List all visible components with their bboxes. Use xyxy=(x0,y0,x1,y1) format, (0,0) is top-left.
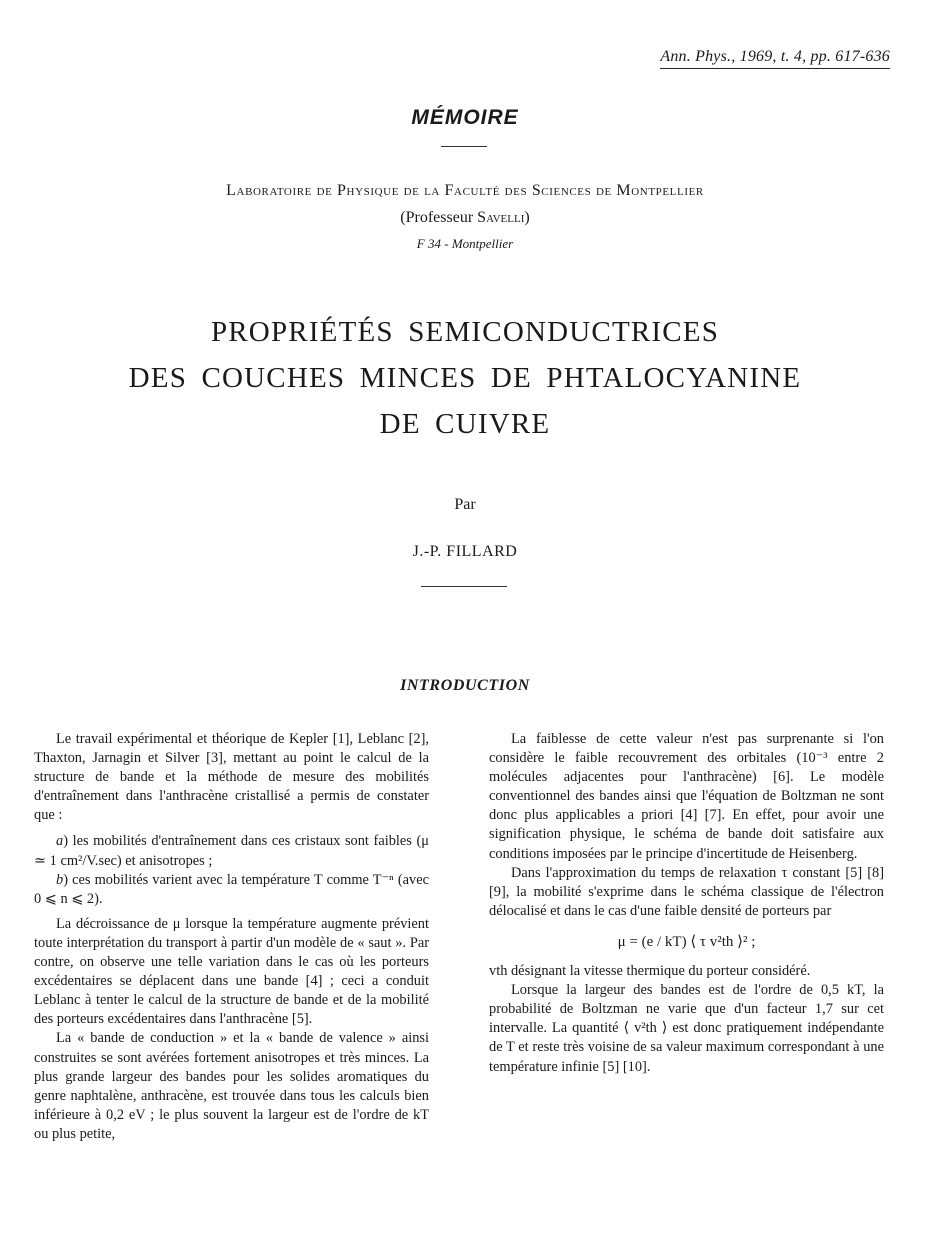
article-title-line-3: DE CUIVRE xyxy=(379,408,551,440)
body-column-left xyxy=(34,730,429,1144)
affiliation-professor xyxy=(0,209,930,227)
journal-citation: Ann. Phys., 1969, t. 4, pp. 617-636 xyxy=(660,48,890,65)
article-title-line-2: DES COUCHES MINCES DE PHTALOCYANINE xyxy=(128,362,802,394)
section-divider xyxy=(441,146,487,147)
paragraph: La « bande de conduction » et la « bande de valence » ainsi construites se sont avérées fortement anisotropes et très minces. La plus grande largeur des bandes pour les solides aromatiques du genre naphtalène, anthracène, est trouvée dans tous les calculs bien inférieure à 0,2 eV ; le plus souvent la largeur est de l'ordre de kT ou plus petite, xyxy=(34,1030,429,1142)
article-title-line-1: PROPRIÉTÉS SEMICONDUCTRICES xyxy=(210,316,720,348)
author-name: J.-P. FILLARD xyxy=(412,543,518,560)
professor-name: Savelli xyxy=(477,209,525,226)
professor-prefix: (Professeur xyxy=(400,209,478,226)
list-text-a: ) les mobilités d'entraînement dans ces cristaux sont faibles (μ ≃ 1 cm²/V.sec) et anisotropes ; xyxy=(34,833,429,869)
paragraph-list-a xyxy=(34,832,429,870)
list-label-b: b xyxy=(56,871,64,888)
mobility-equation: μ = (e / kT) ⟨ τ v²th ⟩² ; xyxy=(617,933,756,950)
paragraph: vth désignant la vitesse thermique du porteur considéré. xyxy=(489,963,811,980)
professor-suffix: ) xyxy=(524,209,530,226)
byline-by: Par xyxy=(454,496,476,513)
running-head xyxy=(660,48,890,66)
section-heading: INTRODUCTION xyxy=(400,677,530,694)
list-label-a: a xyxy=(56,833,64,850)
paragraph-list-b xyxy=(34,871,429,909)
author-divider xyxy=(421,586,507,587)
section-label: MÉMOIRE xyxy=(411,106,519,129)
paragraph: La décroissance de μ lorsque la température augmente prévient toute interprétation du transport à partir d'un modèle de « saut ». Par contre, on observe une telle variation dans le cas où les porteurs excédentaires se déplacent dans une bande [4] ; ceci a conduit Leblanc à tenter le calcul de la structure de bande et de la mobilité des porteurs excédentaires dans l'anthracène [5]. xyxy=(34,915,429,1028)
paragraph: Le travail expérimental et théorique de Kepler [1], Leblanc [2], Thaxton, Jarnagin et Silver [3], mettant au point le calcul de la structure de bande et la méthode de mesure des mobilités d'entraînement dans l'anthracène cristallisé a permis de constater que : xyxy=(34,731,429,824)
paragraph: Lorsque la largeur des bandes est de l'ordre de 0,5 kT, la probabilité de Boltzman ne varie que d'un facteur 1,7 sur cet intervalle. La quantité ⟨ v²th ⟩ est donc pratiquement indépendante de T et reste très voisine de sa valeur maximum correspondant à une température infinie [5] [10]. xyxy=(489,982,884,1075)
paragraph: La faiblesse de cette valeur n'est pas surprenante si l'on considère le faible recouvrement des orbitales (10⁻³ entre 2 molécules adjacentes pour l'anthracène) [6]. Le modèle conventionnel des bandes ainsi que l'équation de Boltzman ne sont donc plus applicables a priori [4] [7]. En effet, pour avoir une signification physique, le schéma de bande doit satisfaire aux conditions imposées par le principe d'incertitude de Heisenberg. xyxy=(489,731,884,862)
paragraph: Dans l'approximation du temps de relaxation τ constant [5] [8] [9], la mobilité s'exprime dans le schéma classique de l'électron délocalisé et dans le cas d'une faible densité de porteurs par xyxy=(489,864,884,919)
affiliation-laboratory: Laboratoire de Physique de la Faculté des Sciences de Montpellier xyxy=(226,182,704,199)
list-text-b: ) ces mobilités varient avec la température T comme T⁻ⁿ (avec 0 ⩽ n ⩽ 2). xyxy=(34,871,429,907)
affiliation-city: F 34 - Montpellier xyxy=(416,236,514,251)
running-head-underline xyxy=(660,68,890,69)
body-column-right xyxy=(489,730,884,1077)
